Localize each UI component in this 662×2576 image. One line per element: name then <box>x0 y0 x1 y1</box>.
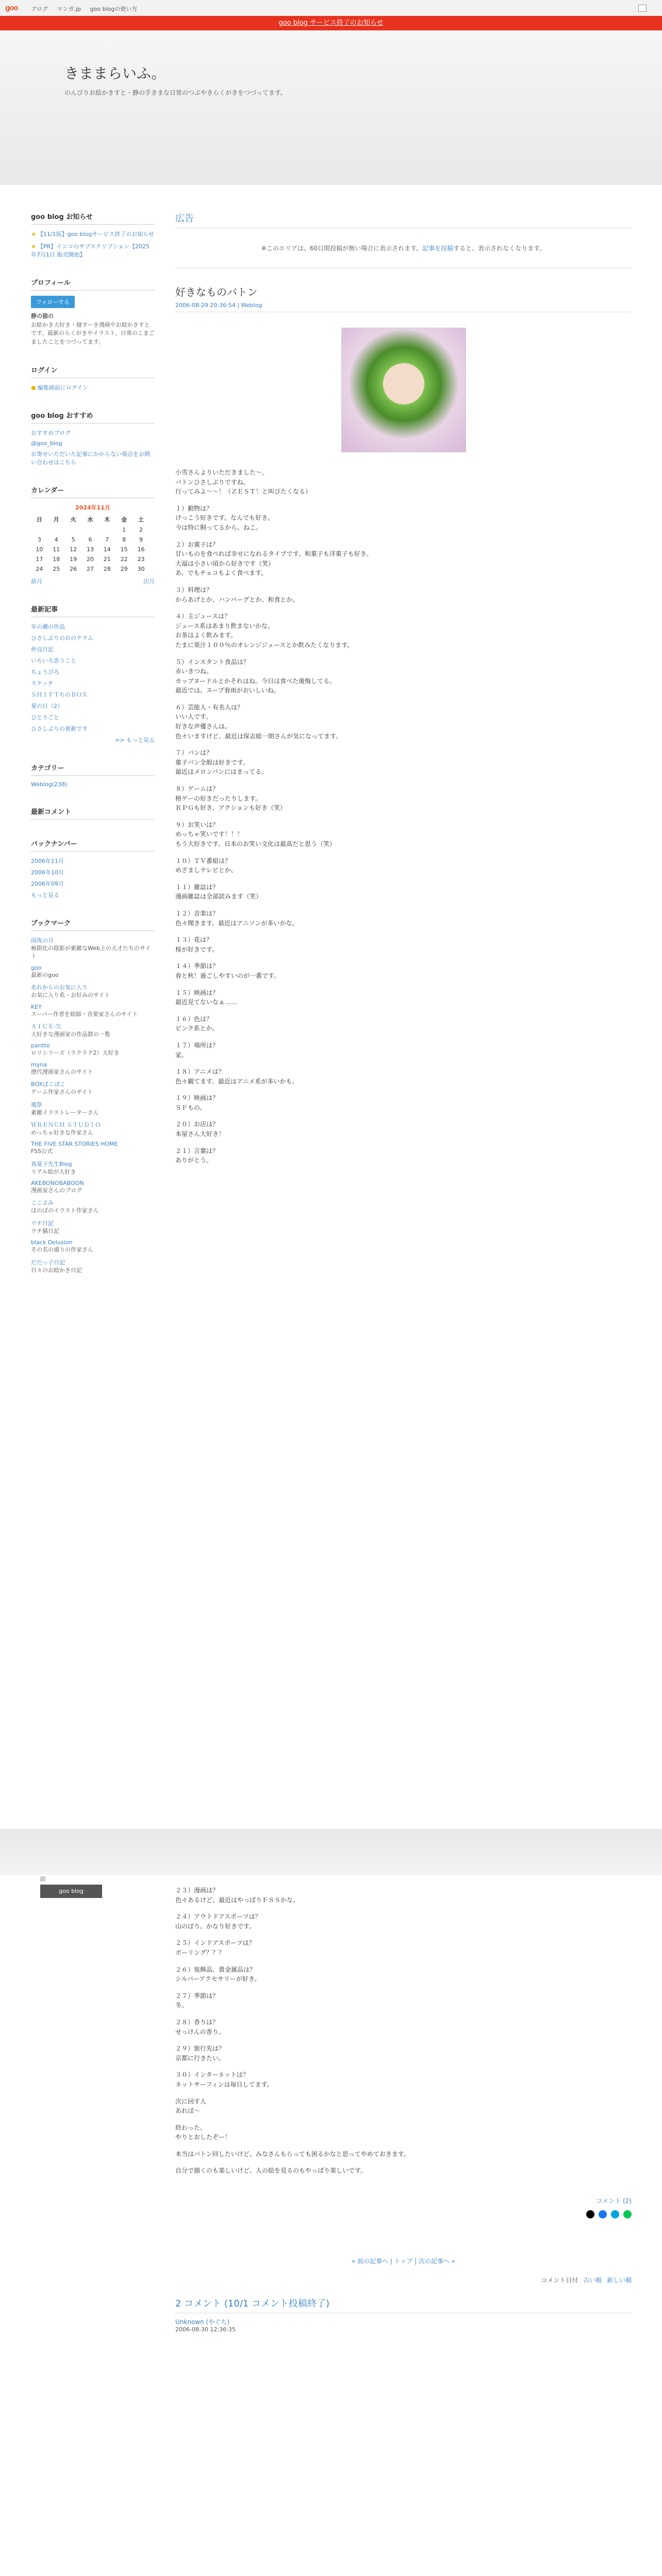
ad-post-link[interactable]: 記事を投稿 <box>422 245 454 252</box>
post-line: ５）インスタント食品は？ <box>175 658 250 666</box>
backnumber-item[interactable]: 2006年10月 <box>31 869 64 876</box>
calendar-day[interactable]: 2 <box>139 527 143 533</box>
profile-section <box>31 277 155 346</box>
bookmark-heading: ブックマーク <box>31 918 155 931</box>
post-line: 桜が好きです。 <box>175 945 219 953</box>
page-break-band <box>0 1829 662 1875</box>
post-spacer <box>175 604 632 612</box>
calendar-day[interactable]: 5 <box>71 536 75 543</box>
bookmark-desc: その名の通りの作家さん <box>31 1246 93 1253</box>
calendar-day[interactable]: 23 <box>137 556 145 563</box>
calendar-day[interactable]: 13 <box>86 546 94 553</box>
bookmark-link[interactable]: ＷＲＥＮＣＨ ＳＴＵＤＩＯ <box>31 1121 101 1128</box>
calendar-weekday: 水 <box>87 516 93 523</box>
star-icon: ★ <box>31 243 36 250</box>
calendar-weekday: 火 <box>70 516 76 523</box>
post-spacer <box>175 1060 632 1067</box>
calendar-prev[interactable]: 前月 <box>31 578 42 585</box>
post-line: １２）音楽は？ <box>175 909 219 917</box>
calendar-month: 2024年11月 <box>75 504 110 511</box>
post-line: １４）季節は？ <box>175 962 219 970</box>
post-line: ジュース系はあまり飲まないかな。 <box>175 622 274 630</box>
menu-icon[interactable] <box>638 5 647 12</box>
main-content <box>175 211 632 1165</box>
calendar-day[interactable]: 26 <box>70 566 77 572</box>
post-line: めざましテレビとか、 <box>175 867 237 874</box>
post-spacer <box>175 2010 632 2018</box>
ad-note <box>175 244 632 252</box>
bookmark-link[interactable]: KEY <box>31 1003 42 1010</box>
goo-icon: ● <box>31 384 36 391</box>
profile-heading: プロフィール <box>31 277 155 291</box>
calendar-heading: カレンダー <box>31 485 155 498</box>
post-spacer <box>175 2116 632 2123</box>
backnumber-item[interactable]: 2006年11月 <box>31 858 64 865</box>
post-line: 本当はバトン回したいけど、みなさんもらっても困るかなと思ってやめておきます。 <box>175 2150 410 2158</box>
notice-link[interactable]: goo blog サービス終了のお知らせ <box>278 19 384 27</box>
post-line: 京都に行きたい。 <box>175 2054 225 2062</box>
post-line: ボーリング？？？ <box>175 1948 225 1956</box>
post-line: １９）映画は？ <box>175 1094 219 1102</box>
post-line: 最近見てないなぁ…… <box>175 998 238 1006</box>
post-line: 行ってみよ〜〜！（ＺＥＳＴ！と叫びたくなる） <box>175 488 312 496</box>
post-line: １）動物は？ <box>175 504 213 512</box>
login-section <box>31 365 155 392</box>
bookmark-link[interactable]: ここよみ <box>31 1199 54 1207</box>
bookmark-link[interactable]: ＡＩＣＥ-矢 <box>31 1023 61 1030</box>
star-icon: ★ <box>31 231 36 238</box>
bookmark-link[interactable]: goo <box>31 964 42 971</box>
recommend-link-2[interactable]: @goo_blog <box>31 440 62 447</box>
calendar-day[interactable]: 6 <box>88 536 92 543</box>
news-link-1[interactable]: 【11/1版】goo blogサービス終了のお知らせ <box>37 231 154 238</box>
calendar-day[interactable]: 24 <box>36 566 43 572</box>
nav-blog[interactable]: ブログ <box>31 6 48 12</box>
sort-oldest[interactable]: 古い順 <box>583 2277 602 2284</box>
post-line: けっこう好きです。なんでも好き。 <box>175 514 274 522</box>
post-line: カップヌードルとかそれはね。今日は食べた後悔してる。 <box>175 677 336 685</box>
calendar-day[interactable]: 17 <box>36 556 43 563</box>
calendar-day[interactable]: 29 <box>120 566 128 572</box>
recent-item[interactable]: 仲良日記 <box>31 646 54 653</box>
profile-name[interactable]: 静の猫の <box>31 313 54 319</box>
bookmark-desc: 最新のgoo <box>31 971 59 978</box>
bookmark-link[interactable]: black Delusion <box>31 1239 73 1246</box>
calendar-day[interactable]: 28 <box>103 566 111 572</box>
post-spacer <box>175 497 632 504</box>
bookmark-link[interactable]: 雨夜の月 <box>31 937 54 944</box>
calendar-day[interactable]: 4 <box>54 536 58 543</box>
post-spacer <box>175 875 632 883</box>
post-line: ２４）アウトドアスポーツは？ <box>175 1913 261 1921</box>
post-spacer <box>175 2159 632 2166</box>
profile-desc: お絵かき大好き・寝すーき漫画やお絵かきすとです。最新のらくがきやイラスト、日常のこまごましたことをつづってます。 <box>31 321 155 345</box>
comment-author[interactable]: Unknown (やぐち) <box>175 2318 229 2326</box>
calendar-table <box>31 514 150 574</box>
post-line: 終わった、 <box>175 2124 206 2131</box>
post-spacer <box>175 533 632 540</box>
nav-howto[interactable]: goo blogの使い方 <box>90 6 138 12</box>
bookmark-desc: 素敵イラストレーターさん <box>31 1109 99 1116</box>
post-line: 色々聞きます。最近はアニソンが多いかな。 <box>175 919 299 927</box>
bookmark-desc: 日々のお絵かき日記 <box>31 1266 82 1274</box>
recent-more[interactable]: >> もっと見る <box>115 737 155 743</box>
calendar-day[interactable]: 16 <box>137 546 145 553</box>
post-line: 色々いますけど、最近は保志総一朗さんが気になってます。 <box>175 732 342 740</box>
post-spacer <box>175 2063 632 2070</box>
post-line: 家。 <box>175 1051 188 1059</box>
comments-heading: 2 コメント (10/1 コメント投稿終了) <box>175 2296 632 2313</box>
bookmark-link[interactable]: 風祭 <box>31 1101 42 1108</box>
share-buttons <box>175 2210 632 2221</box>
recommend-desc[interactable]: お寄せいただいた記事にかからない場合をお問い合わせはこちら <box>31 451 150 466</box>
category-heading: カテゴリー <box>31 762 155 776</box>
top-bar <box>0 0 662 16</box>
post-line: １０）ＴＶ番組は？ <box>175 857 231 865</box>
post-spacer <box>175 1033 632 1041</box>
bookmark-link[interactable]: BOXばこばこ <box>31 1081 65 1088</box>
post-line: ２８）香りは？ <box>175 2018 219 2026</box>
hatena-share-icon[interactable] <box>611 2210 619 2218</box>
post-line: ２）お菓子は？ <box>175 540 219 548</box>
post-spacer <box>175 578 632 585</box>
comment-count-link[interactable]: コメント (2) <box>596 2197 632 2205</box>
bookmark-link[interactable]: THE FIVE STAR STORIES HOME <box>31 1141 118 1148</box>
bookmark-desc: 極限化の陰影が素敵なWeb上の天才たちのサイト <box>31 945 151 960</box>
bookmark-desc: ゲーム作家さんのサイト <box>31 1089 93 1096</box>
post-line: １５）映画は？ <box>175 989 219 996</box>
post-line: ４）主ジュースは？ <box>175 613 231 620</box>
bookmark-link[interactable]: AKEBONOBABOON <box>31 1180 84 1187</box>
post-line: １３）花は？ <box>175 936 213 944</box>
post-line: 小雪さんよりいただきました〜。 <box>175 469 269 476</box>
recent-item[interactable]: いろいろ思うこと <box>31 657 76 664</box>
post-line: ７）パンは？ <box>175 749 213 757</box>
post-line: 今は特に飼ってるから、ねこ。 <box>175 523 262 531</box>
recent-item[interactable]: ＳＨＩＦＴちのＢＯＸ <box>31 691 88 698</box>
post-line: 春と秋！過ごしやすいのが一番です。 <box>175 972 280 979</box>
post-spacer <box>175 650 632 657</box>
recent-item[interactable]: ひさしぶりの更新です <box>31 725 88 732</box>
post-line: お茶はよく飲みます。 <box>175 632 237 639</box>
bookmark-desc: 歴代漫画家さんのサイト <box>31 1068 93 1075</box>
post-spacer <box>175 696 632 703</box>
post-line: １１）雑誌は？ <box>175 883 219 891</box>
comments-section <box>31 806 155 820</box>
post-line: めっちゃ笑いです！！！ <box>175 831 243 838</box>
post-spacer <box>175 1007 632 1014</box>
post-line: 漫画雑誌は全部読みます（笑） <box>175 893 262 901</box>
calendar-day <box>48 525 65 535</box>
facebook-share-icon[interactable] <box>599 2210 607 2218</box>
post-spacer <box>175 777 632 784</box>
calendar-day <box>82 525 99 535</box>
blog-header <box>0 30 662 185</box>
backnumber-item[interactable]: 2006年09月 <box>31 880 64 887</box>
recent-section <box>31 604 155 744</box>
post-line: ネットサーフィンは毎日してます。 <box>175 2080 273 2088</box>
ad-note-pre: ※このエリアは、60日間投稿が無い場合に表示されます。 <box>261 245 423 252</box>
login-link[interactable]: 編集画面にログイン <box>37 384 89 391</box>
post-line: もう大好きです。日本のお笑い文化は最高だと思う（笑） <box>175 840 336 848</box>
post-body <box>175 468 632 1165</box>
post-line: 最近はメロンパンにはまってる。 <box>175 768 268 776</box>
news-heading: goo blog お知らせ <box>31 211 155 225</box>
comment-date: 2006-08-30 12:36:35 <box>175 2326 236 2333</box>
post-line: 色々観てます。最近はアニメ系が多いかも。 <box>175 1077 299 1085</box>
recent-item[interactable]: 年の瀬の作品 <box>31 623 65 630</box>
post-spacer <box>175 1112 632 1120</box>
notice-bar <box>0 16 662 30</box>
post-line: ２０）お店は？ <box>175 1121 219 1128</box>
nav-manga[interactable]: マンガ.jp <box>57 6 81 12</box>
post-line: ２６）装飾品、貴金属品は？ <box>175 1965 256 1973</box>
post-line: 色々あるけど、最近はやっぱりＦＳＳかな。 <box>175 1896 300 1904</box>
post-line: ３０）インターネットは？ <box>175 2071 249 2079</box>
post-line: 本屋さん大好き！ <box>175 1130 225 1138</box>
bookmark-desc: めっちゃ好きな作家さん <box>31 1129 93 1136</box>
comments-heading: 最新コメント <box>31 806 155 820</box>
post-line: ＳＦもの。 <box>175 1104 206 1111</box>
comment-sort <box>541 2276 632 2284</box>
post-spacer <box>175 813 632 820</box>
calendar-day <box>31 525 48 535</box>
post-line: 赤いきつね。 <box>175 668 213 675</box>
recommend-section <box>31 410 155 466</box>
backnumber-more[interactable]: もっと見る <box>31 892 59 899</box>
post-line: 自分で描くのも楽しいけど、人の絵を見るのもやっぱり楽しいです。 <box>175 2167 367 2175</box>
blog-title[interactable]: きままらいふ。 <box>64 65 166 82</box>
bookmark-link[interactable]: ウチ日記 <box>31 1219 54 1227</box>
recent-item[interactable]: ひとりごと <box>31 714 59 721</box>
calendar-day[interactable]: 11 <box>53 546 60 553</box>
calendar-day[interactable]: 10 <box>36 546 43 553</box>
calendar-day[interactable]: 1 <box>122 527 126 533</box>
news-section <box>31 211 155 259</box>
category-weblog[interactable]: Weblog(238) <box>31 781 68 788</box>
calendar-day[interactable]: 3 <box>37 536 41 543</box>
post-spacer <box>175 902 632 909</box>
post-line: ２５）インドアスポーツは？ <box>175 1939 255 1947</box>
post-line: 菓子パン全般は好きです。 <box>175 758 250 766</box>
follow-button[interactable]: フォローする <box>31 296 75 308</box>
recommend-heading: goo blog おすすめ <box>31 410 155 423</box>
calendar-day[interactable]: 30 <box>137 566 145 572</box>
line-share-icon[interactable] <box>623 2210 632 2218</box>
news-link-2[interactable]: 【PR】インコのサプスクリプション【2025年7月1日 販売開始】 <box>31 243 150 258</box>
post-line: シルバーアクセサリーが好き。 <box>175 1975 261 1983</box>
post-spacer <box>175 954 632 961</box>
bookmark-desc: ロリシリーズ（ラクラク2）大好き <box>31 1049 120 1057</box>
bookmark-desc: 漫画家さんのブログ <box>31 1187 82 1194</box>
calendar-day[interactable]: 21 <box>103 556 111 563</box>
post-line: 甘いものを食べれば幸せになれるタイプです。和菓子も洋菓子も好き。 <box>175 550 373 558</box>
post-spacer <box>175 1139 632 1146</box>
bookmark-desc: ほのぼのイラスト作家さん <box>31 1207 99 1214</box>
sort-newest[interactable]: 新しい順 <box>606 2277 632 2284</box>
post-line: いい人です。 <box>175 713 212 721</box>
calendar-day <box>65 525 82 535</box>
calendar-section <box>31 485 155 585</box>
post-line: ピンク系とか。 <box>175 1025 219 1032</box>
post-line: 大福は小さい頃から好きです（笑） <box>175 560 275 567</box>
post-line: バトンひさしぶりですね。 <box>175 478 250 486</box>
cross-icon <box>40 1876 45 1882</box>
calendar-day[interactable]: 8 <box>122 536 126 543</box>
post-spacer <box>175 1905 632 1912</box>
bookmark-desc: FSS公式 <box>31 1148 53 1155</box>
calendar-day[interactable]: 9 <box>139 536 143 543</box>
post-spacer <box>175 1984 632 1991</box>
calendar-weekday: 金 <box>121 516 127 523</box>
calendar-day[interactable]: 14 <box>103 546 111 553</box>
post-line: からあげとか、ハンバーグとか、和食とか。 <box>175 596 299 603</box>
post-spacer <box>175 1931 632 1938</box>
calendar-day[interactable]: 19 <box>70 556 77 563</box>
bookmark-section <box>31 918 155 1274</box>
post-line: １６）色は？ <box>175 1015 213 1023</box>
backnumber-section <box>31 838 155 899</box>
recent-item[interactable]: ちょうぴろ <box>31 669 59 675</box>
bookmark-desc: 大好きな漫画家の作品群の一覧 <box>31 1030 110 1038</box>
category-section <box>31 762 155 788</box>
backnumber-heading: バックナンバー <box>31 838 155 852</box>
calendar-day[interactable]: 12 <box>70 546 77 553</box>
post-line: ３）料理は？ <box>175 586 213 594</box>
recent-item[interactable]: ひさしぶりのおのテラム <box>31 635 93 641</box>
bookmark-desc: ウチ猫日記 <box>31 1227 59 1234</box>
post-line: ２３）漫画は？ <box>175 1887 219 1894</box>
ad-note-post: すると、表示されなくなります。 <box>453 245 546 252</box>
post-spacer <box>175 981 632 988</box>
blog-description: のんびりお絵かきすと・静の手きまな日常のつぶやきらくがきをつづってます。 <box>64 89 287 96</box>
post-line: ８）ゲームは？ <box>175 785 219 793</box>
bookmark-desc: お気に入り系・お好みのサイト <box>31 992 110 999</box>
bookmark-desc: スーパー作者を絵師・音楽家さんのサイト <box>31 1010 138 1018</box>
calendar-day[interactable]: 27 <box>86 566 94 572</box>
post-spacer <box>175 928 632 935</box>
calendar-weekday: 日 <box>36 516 42 523</box>
x-share-icon[interactable] <box>586 2210 594 2218</box>
calendar-day[interactable]: 18 <box>53 556 60 563</box>
post-line: ２９）旅行先は？ <box>175 2045 225 2053</box>
post-line: せっけんの香り。 <box>175 2028 225 2036</box>
recent-item[interactable]: 夏の日（2） <box>31 703 63 709</box>
top-nav <box>31 5 144 13</box>
calendar-weekday: 月 <box>53 516 59 523</box>
post-line: ２１）言葉は？ <box>175 1147 219 1155</box>
goo-blog-badge[interactable]: goo blog <box>40 1885 102 1898</box>
post-spacer <box>175 2142 632 2149</box>
calendar-day[interactable]: 22 <box>120 556 128 563</box>
post-spacer <box>175 741 632 748</box>
post-spacer <box>175 2037 632 2044</box>
calendar-day <box>98 525 115 535</box>
post-illustration[interactable] <box>341 328 466 452</box>
bookmark-desc: リアル絵が大好き <box>31 1168 76 1175</box>
bookmark-link[interactable]: あれからのお気に入り <box>31 984 88 991</box>
post-line: たまに果汁１００％のオレンジジュースとか飲みたくなります。 <box>175 641 354 649</box>
post-body-continued <box>175 1886 632 2176</box>
calendar-day[interactable]: 15 <box>120 546 128 553</box>
post-line: 次に回す人 <box>175 2097 207 2105</box>
post-line: 山のぼり。かなり好きです。 <box>175 1922 256 1930</box>
post-line: やりとおしたぞー！ <box>175 2133 231 2141</box>
post-meta[interactable]: 2006-08-29 20:36:54 | Weblog <box>175 302 632 312</box>
post-line: 最近では、スープ春雨がおいしいね。 <box>175 687 280 694</box>
post-line: ＲＰＧも好き、アクションも好き（笑） <box>175 804 286 812</box>
post-line: あ、でもチョコもよく食べます。 <box>175 569 268 577</box>
calendar-day[interactable]: 20 <box>86 556 94 563</box>
post-pager[interactable]: « 前の記事へ | トップ | 次の記事へ » <box>351 2258 456 2265</box>
sidebar <box>31 211 155 1293</box>
post-spacer <box>175 1086 632 1093</box>
ad-heading: 広告 <box>175 211 632 228</box>
recent-heading: 最新記事 <box>31 604 155 617</box>
calendar-day[interactable]: 7 <box>105 536 109 543</box>
bookmark-link[interactable]: paritte <box>31 1042 50 1049</box>
comment-sort-label: コメント日付 <box>541 2277 578 2284</box>
post-line: ありがとう。 <box>175 1157 213 1164</box>
calendar-next[interactable]: 次月 <box>143 578 155 585</box>
calendar-weekday: 土 <box>138 516 144 523</box>
post-line: 好きな声優さんは。 <box>175 723 231 731</box>
post-line: ９）お笑いは？ <box>175 821 219 828</box>
post-line: 冬。 <box>175 2002 188 2009</box>
post-line: 格ゲーの好きだったりします。 <box>175 794 262 802</box>
post-spacer <box>175 2090 632 2097</box>
post-line: ２７）季節は？ <box>175 1992 219 1999</box>
post-line: ６）芸能人・有名人は？ <box>175 703 244 711</box>
calendar-day[interactable]: 25 <box>53 566 60 572</box>
post-spacer <box>175 849 632 856</box>
main-content-continued <box>175 1886 632 2333</box>
calendar-weekday: 木 <box>104 516 110 523</box>
bookmark-link[interactable]: myna <box>31 1061 47 1068</box>
recommend-link-1[interactable]: おすすめブログ <box>31 430 71 436</box>
post-spacer <box>175 1958 632 1965</box>
post-title[interactable]: 好きなものバトン <box>175 286 258 298</box>
login-heading: ログイン <box>31 365 155 378</box>
bookmark-link[interactable]: だだっ子日記 <box>31 1259 65 1266</box>
post-line: １８）アニメは？ <box>175 1068 225 1076</box>
recent-item[interactable]: スケッチ <box>31 680 54 687</box>
post-line: １７）場所は？ <box>175 1041 219 1049</box>
bookmark-link[interactable]: 真夏子先生Blog <box>31 1160 72 1167</box>
post-line: あれば〜 <box>175 2107 201 2115</box>
goo-logo[interactable]: goo <box>5 4 18 12</box>
